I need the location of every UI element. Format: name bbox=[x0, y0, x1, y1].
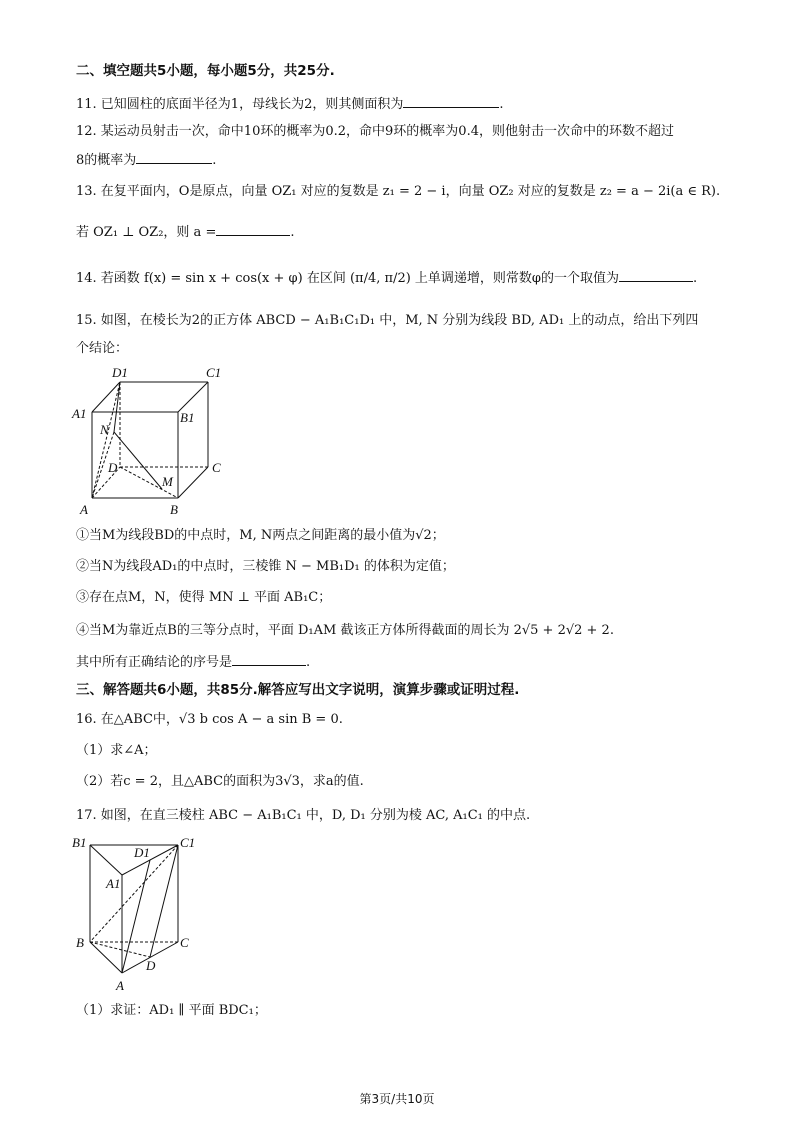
section3-heading: 三、解答题共6小题，共85分.解答应写出文字说明，演算步骤或证明过程. bbox=[76, 682, 520, 698]
prism-label-C1: C1 bbox=[180, 835, 196, 850]
cube-label-B: B bbox=[170, 502, 178, 517]
q11-answer-blank bbox=[403, 94, 499, 108]
q12-end: . bbox=[212, 153, 217, 168]
q16-part1: （1）求∠A； bbox=[76, 743, 157, 758]
prism-figure bbox=[70, 830, 210, 995]
q13-line2 bbox=[76, 222, 294, 242]
q15-end: . bbox=[306, 655, 311, 670]
q17-line1: 17. 如图，在直三棱柱 ABC − A₁B₁C₁ 中，D, D₁ 分别为棱 AC, A₁C₁ 的中点. bbox=[76, 808, 531, 823]
section2-heading: 二、填空题共5小题，每小题5分，共25分. bbox=[76, 63, 335, 79]
q13-line2-text: 若 OZ₁ ⊥ OZ₂，则 a = bbox=[76, 225, 217, 240]
q15-line2: 个结论： bbox=[76, 341, 129, 356]
cube-label-M: M bbox=[162, 474, 173, 489]
q13-line1: 13. 在复平面内，O是原点，向量 OZ₁ 对应的复数是 z₁ = 2 − i，向量 OZ₂ 对应的复数是 z₂ = a − 2i(a ∈ R). bbox=[76, 184, 721, 199]
q16-line1: 16. 在△ABC中，√3 b cos A − a sin B = 0. bbox=[76, 712, 343, 727]
prism-label-D: D bbox=[146, 958, 156, 973]
q15-statement-4: ④当M为靠近点B的三等分点时，平面 D₁AM 截该正方体所得截面的周长为 2√5 + 2√2 + 2. bbox=[76, 623, 614, 638]
cube-label-D: D bbox=[108, 460, 118, 475]
q15-ask bbox=[76, 652, 310, 672]
q15-ask-text: 其中所有正确结论的序号是 bbox=[76, 655, 233, 670]
prism-label-A1: A1 bbox=[106, 876, 121, 891]
q13-answer-blank bbox=[216, 222, 290, 236]
cube-label-A: A bbox=[80, 502, 88, 517]
q11-text: 11. 已知圆柱的底面半径为1，母线长为2，则其侧面积为 bbox=[76, 97, 404, 112]
cube-label-D1: D1 bbox=[112, 365, 128, 380]
cube-label-C: C bbox=[212, 460, 221, 475]
q12-answer-blank bbox=[136, 150, 212, 164]
q11-end: . bbox=[499, 97, 504, 112]
q14-end: . bbox=[693, 271, 698, 286]
prism-label-C: C bbox=[180, 935, 189, 950]
prism-label-B: B bbox=[76, 935, 84, 950]
q12-line2-text: 8的概率为 bbox=[76, 153, 137, 168]
prism-label-A: A bbox=[116, 978, 124, 993]
cube-label-A1: A1 bbox=[72, 406, 87, 421]
q15-line1: 15. 如图，在棱长为2的正方体 ABCD − A₁B₁C₁D₁ 中，M, N 分别为线段 BD, AD₁ 上的动点，给出下列四 bbox=[76, 313, 699, 328]
q15-answer-blank bbox=[232, 652, 306, 666]
q13-end: . bbox=[290, 225, 295, 240]
cube-label-B1: B1 bbox=[180, 410, 195, 425]
q14 bbox=[76, 268, 697, 288]
q15-statement-3: ③存在点M，N，使得 MN ⊥ 平面 AB₁C； bbox=[76, 590, 332, 605]
q14-text: 14. 若函数 f(x) = sin x + cos(x + φ) 在区间 (π/4, π/2) 上单调递增，则常数φ的一个取值为 bbox=[76, 271, 620, 286]
q12-line1: 12. 某运动员射击一次，命中10环的概率为0.2，命中9环的概率为0.4，则他射击一次命中的环数不超过 bbox=[76, 124, 674, 139]
prism-label-D1: D1 bbox=[134, 845, 150, 860]
cube-label-N: N bbox=[100, 422, 109, 437]
cube-label-C1: C1 bbox=[206, 365, 222, 380]
q17-part1: （1）求证：AD₁ ∥ 平面 BDC₁； bbox=[76, 1003, 267, 1018]
page-footer: 第3页/共10页 bbox=[359, 1092, 435, 1106]
prism-label-B1: B1 bbox=[72, 835, 87, 850]
q14-answer-blank bbox=[619, 268, 693, 282]
q15-statement-1: ①当M为线段BD的中点时，M, N两点之间距离的最小值为√2； bbox=[76, 528, 445, 543]
q12-line2 bbox=[76, 150, 216, 170]
q15-statement-2: ②当N为线段AD₁的中点时，三棱锥 N − MB₁D₁ 的体积为定值； bbox=[76, 559, 455, 574]
cube-figure bbox=[70, 362, 240, 522]
q16-part2: （2）若c = 2，且△ABC的面积为3√3，求a的值. bbox=[76, 774, 364, 789]
q11 bbox=[76, 94, 504, 114]
